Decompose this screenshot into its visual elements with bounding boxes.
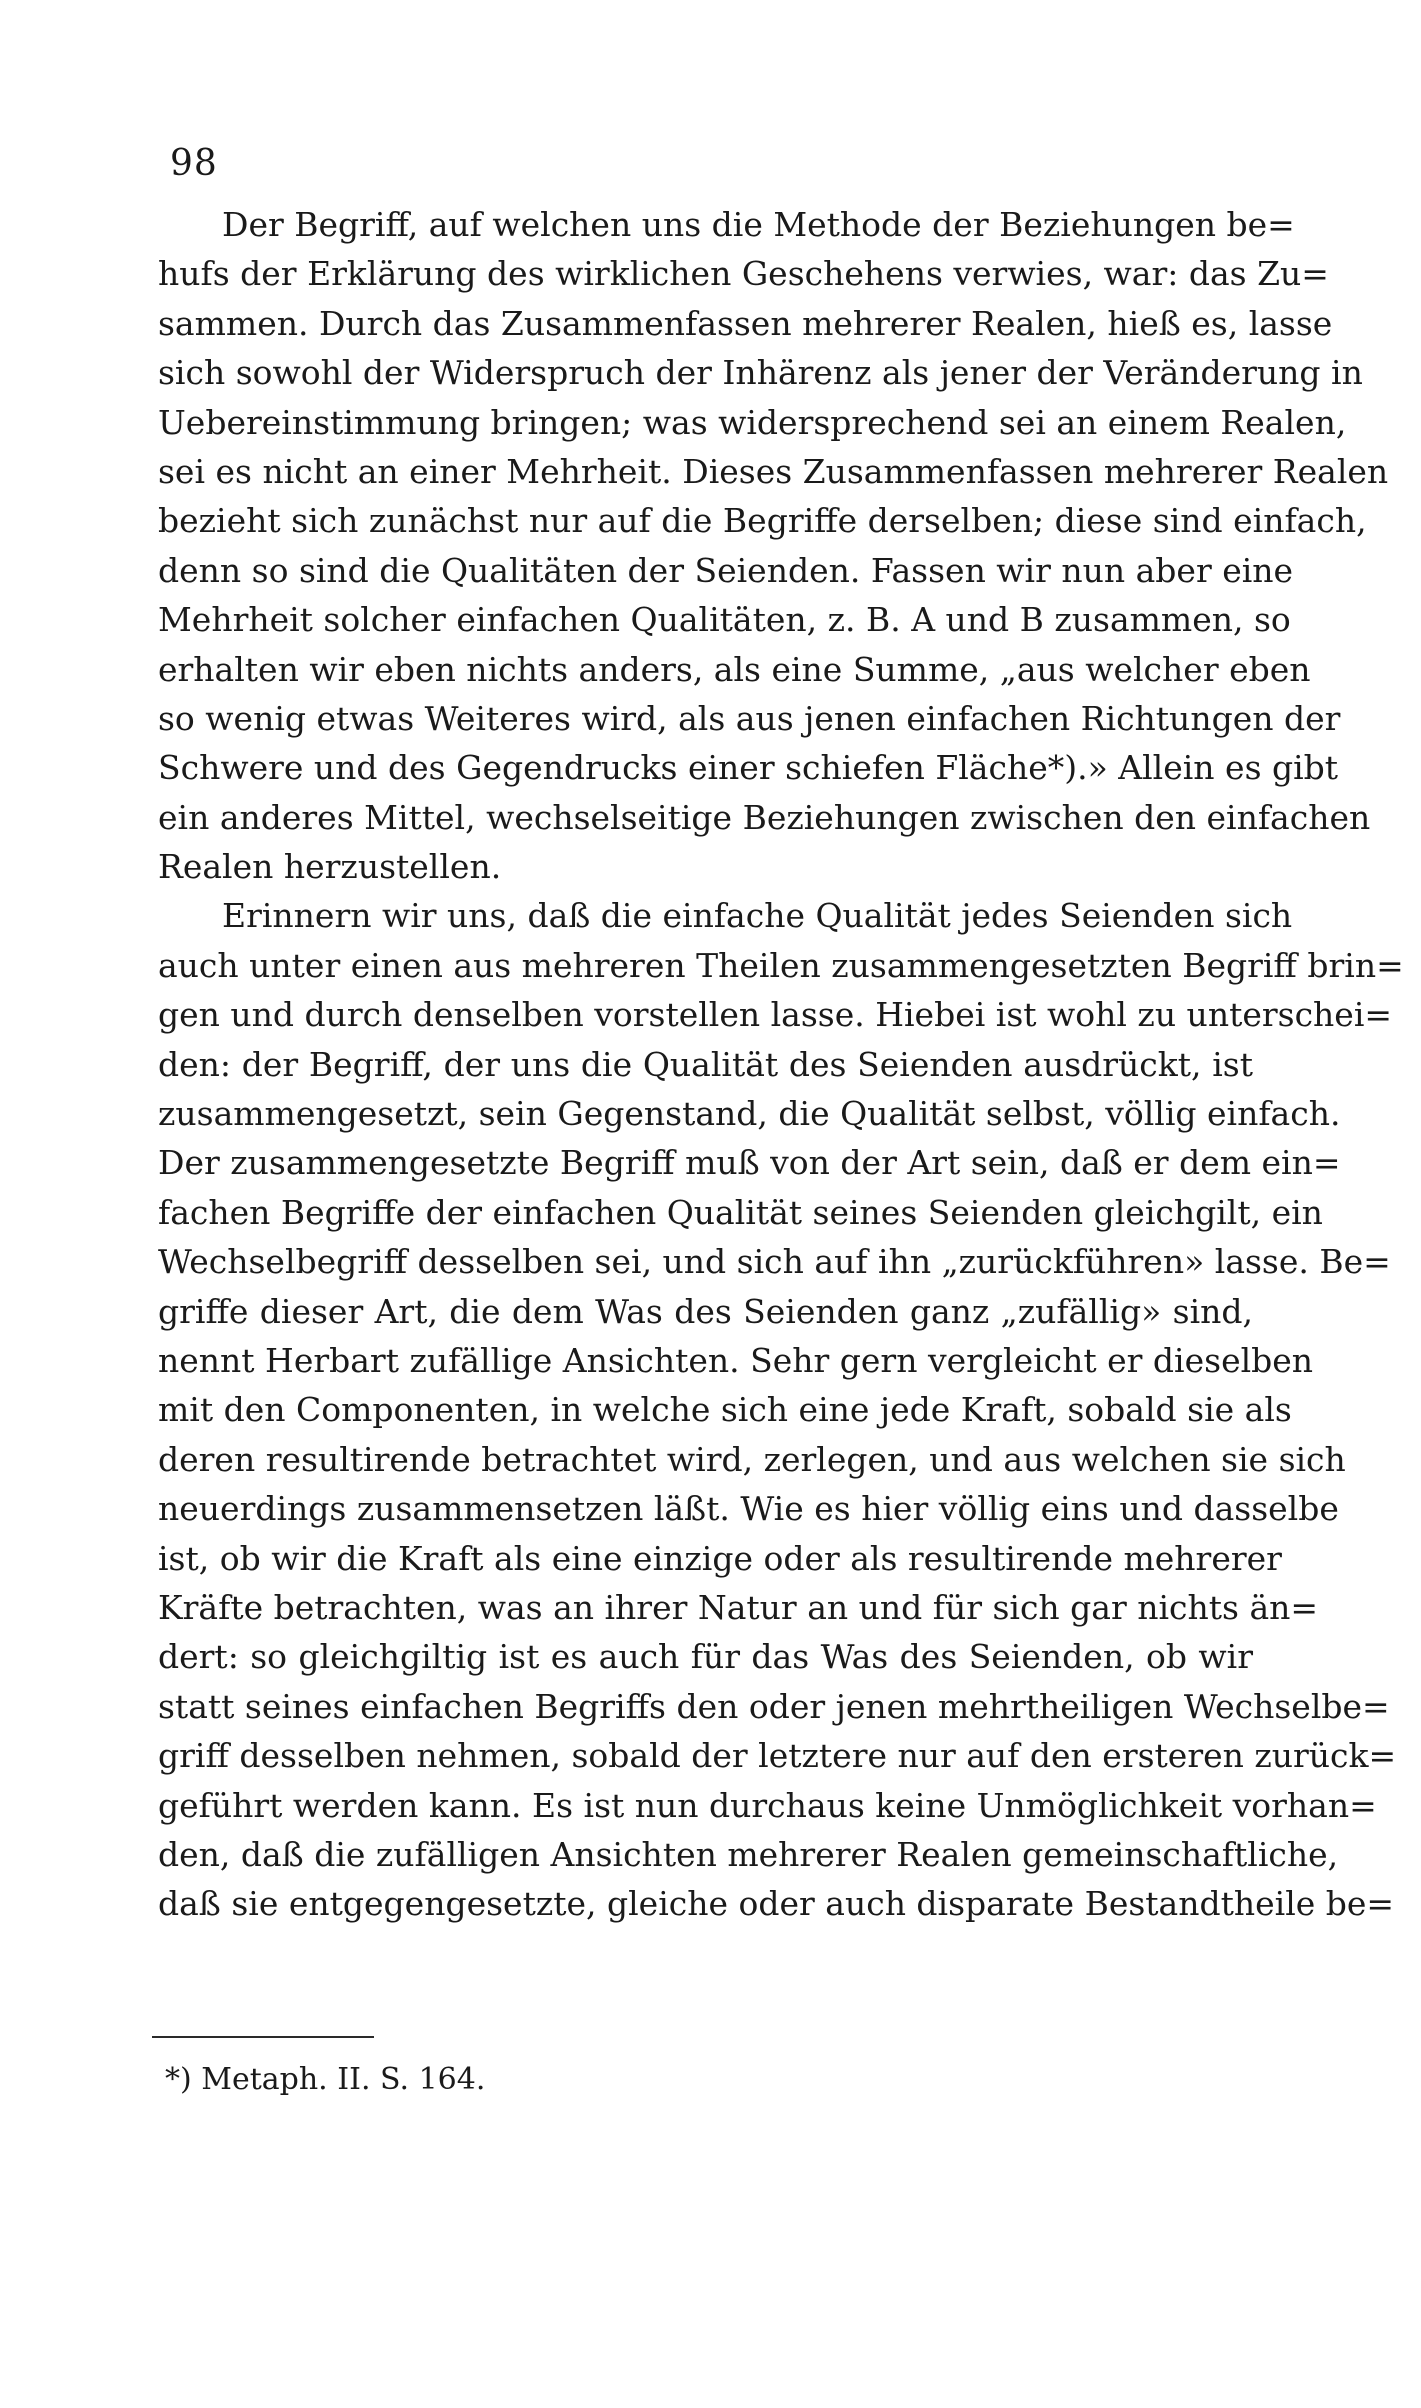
text-line: mit den Componenten, in welche sich eine jede Kraft, sobald sie als: [158, 1390, 1292, 1430]
page-number: 98: [170, 143, 218, 184]
text-line: deren resultirende betrachtet wird, zerlegen, und aus welchen sie sich: [158, 1439, 1346, 1479]
text-line: Der Begriff, auf welchen uns die Methode der Beziehungen be=: [222, 205, 1295, 244]
text-line: ist, ob wir die Kraft als eine einzige oder als resultirende mehrerer: [158, 1538, 1282, 1578]
text-line: zusammengesetzt, sein Gegenstand, die Qualität selbst, völlig einfach.: [158, 1094, 1341, 1134]
footnote: *) Metaph. II. S. 164.: [165, 2062, 486, 2097]
text-line: statt seines einfachen Begriffs den oder jenen mehrtheiligen Wechselbe=: [158, 1686, 1390, 1726]
text-line: fachen Begriffe der einfachen Qualität seines Seienden gleichgilt, ein: [158, 1192, 1323, 1232]
text-line: sei es nicht an einer Mehrheit. Dieses Zusammenfassen mehrerer Realen: [158, 451, 1389, 491]
text-line: griffe dieser Art, die dem Was des Seienden ganz „zufällig» sind,: [158, 1291, 1253, 1331]
text-line: neuerdings zusammensetzen läßt. Wie es hier völlig eins und dasselbe: [158, 1489, 1339, 1529]
text-line: Schwere und des Gegendrucks einer schiefen Fläche*).» Allein es gibt: [158, 748, 1339, 788]
text-line: gen und durch denselben vorstellen lasse. Hiebei ist wohl zu unterschei=: [158, 995, 1393, 1035]
text-line: Mehrheit solcher einfachen Qualitäten, z. B. A und B zusammen, so: [158, 600, 1291, 640]
text-line: Erinnern wir uns, daß die einfache Qualität jedes Seienden sich: [222, 896, 1293, 936]
text-line: Wechselbegriff desselben sei, und sich auf ihn „zurückführen» lasse. Be=: [158, 1242, 1391, 1282]
text-line: sammen. Durch das Zusammenfassen mehrerer Realen, hieß es, lasse: [158, 303, 1333, 343]
text-line: Uebereinstimmung bringen; was widersprechend sei an einem Realen,: [158, 402, 1347, 442]
paragraph-1: [158, 200, 1389, 891]
text-line: Kräfte betrachten, was an ihrer Natur an und für sich gar nichts än=: [158, 1587, 1319, 1627]
text-line: den: der Begriff, der uns die Qualität des Seienden ausdrückt, ist: [158, 1044, 1253, 1084]
text-line: griff desselben nehmen, sobald der letztere nur auf den ersteren zurück=: [158, 1736, 1397, 1776]
text-line: denn so sind die Qualitäten der Seienden. Fassen wir nun aber eine: [158, 550, 1294, 590]
body-text: [158, 200, 1404, 1929]
text-line: Realen herzustellen.: [158, 847, 502, 887]
text-line: ein anderes Mittel, wechselseitige Beziehungen zwischen den einfachen: [158, 797, 1371, 837]
text-line: auch unter einen aus mehreren Theilen zusammengesetzten Begriff brin=: [158, 945, 1404, 985]
text-line: geführt werden kann. Es ist nun durchaus keine Unmöglichkeit vorhan=: [158, 1785, 1377, 1825]
text-line: daß sie entgegengesetzte, gleiche oder auch disparate Bestandtheile be=: [158, 1884, 1395, 1924]
footnote-divider: [152, 2036, 374, 2038]
text-line: den, daß die zufälligen Ansichten mehrerer Realen gemeinschaftliche,: [158, 1834, 1339, 1874]
text-line: Der zusammengesetzte Begriff muß von der Art sein, daß er dem ein=: [158, 1143, 1341, 1183]
text-line: hufs der Erklärung des wirklichen Geschehens verwies, war: das Zu=: [158, 254, 1329, 294]
paragraph-2: [158, 891, 1404, 1928]
text-line: erhalten wir eben nichts anders, als eine Summe, „aus welcher eben: [158, 649, 1311, 689]
text-line: nennt Herbart zufällige Ansichten. Sehr gern vergleicht er dieselben: [158, 1340, 1314, 1380]
text-line: dert: so gleichgiltig ist es auch für das Was des Seienden, ob wir: [158, 1637, 1253, 1677]
text-line: sich sowohl der Widerspruch der Inhärenz als jener der Veränderung in: [158, 353, 1363, 393]
text-line: bezieht sich zunächst nur auf die Begriffe derselben; diese sind einfach,: [158, 501, 1367, 541]
text-line: so wenig etwas Weiteres wird, als aus jenen einfachen Richtungen der: [158, 698, 1341, 738]
